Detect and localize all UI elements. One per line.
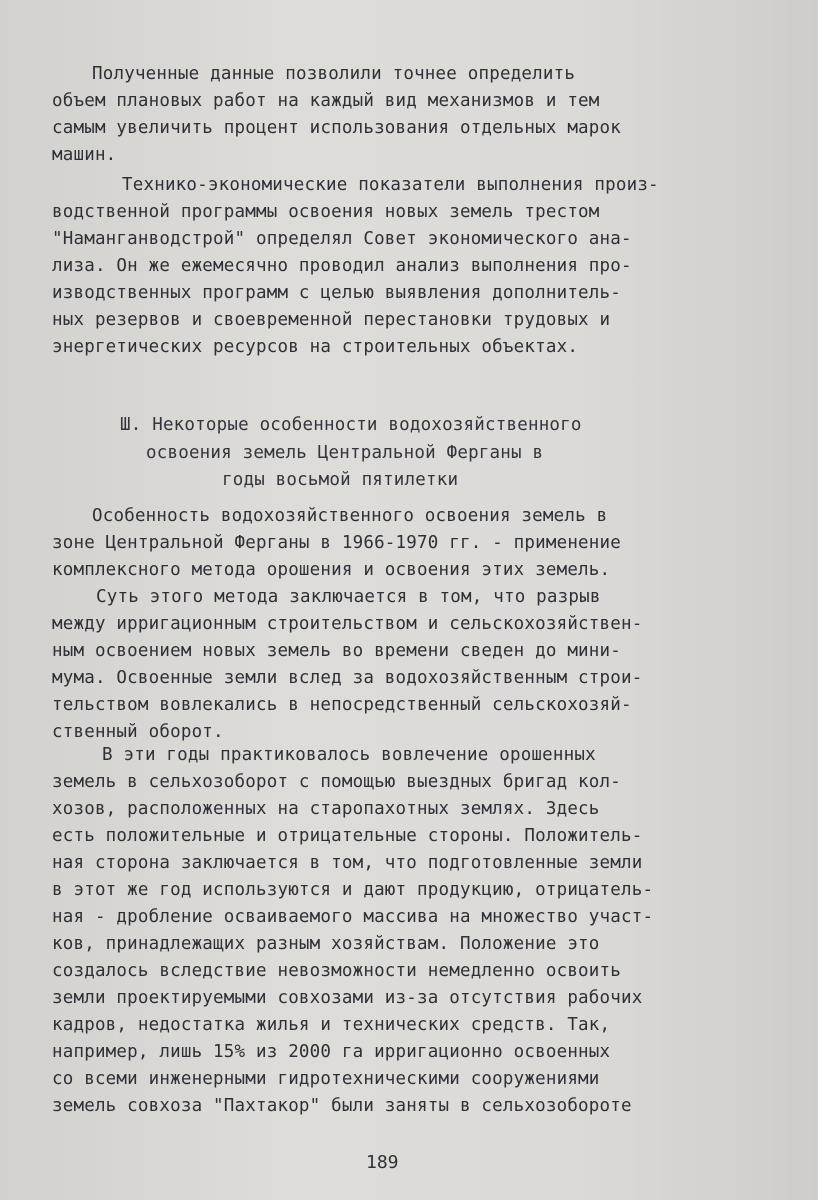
page-number: 189 [366, 1152, 399, 1173]
text-line: машин. [52, 145, 117, 165]
text-line: ков, принадлежащих разным хозяйствам. Положение это [52, 934, 600, 954]
text-line: Особенность водохозяйственного освоения земель в [92, 506, 608, 526]
text-line: ственный оборот. [52, 722, 224, 742]
text-line: хозов, расположенных на старопахотных землях. Здесь [52, 799, 600, 819]
text-line: объем плановых работ на каждый вид механизмов и тем [52, 91, 600, 111]
text-line: между ирригационным строительством и сельскохозяйствен- [52, 614, 643, 634]
section-heading-line: освоения земель Центральной Ферганы в [146, 443, 544, 463]
text-line: тельством вовлекались в непосредственный сельскохозяй- [52, 695, 632, 715]
text-line: создалось вследствие невозможности немедленно освоить [52, 961, 622, 981]
text-line: самым увеличить процент использования отдельных марок [52, 118, 622, 138]
text-line: зоне Центральной Ферганы в 1966-1970 гг. - применение [52, 533, 622, 553]
text-line: есть положительные и отрицательные стороны. Положитель- [52, 826, 643, 846]
text-line: В эти годы практиковалось вовлечение орошенных [102, 745, 596, 765]
text-line: ная сторона заключается в том, что подготовленные земли [52, 853, 643, 873]
section-heading-line: Ш. Некоторые особенности водохозяйственного [120, 415, 582, 435]
text-line: например, лишь 15% из 2000 га ирригационно освоенных [52, 1042, 611, 1062]
text-line: Полученные данные позволили точнее определить [92, 64, 576, 84]
text-line: изводственных программ с целью выявления дополнитель- [52, 283, 622, 303]
text-line: мума. Освоенные земли вслед за водохозяйственным строи- [52, 668, 643, 688]
text-line: земли проектируемыми совхозами из-за отсутствия рабочих [52, 988, 643, 1008]
text-line: со всеми инженерными гидротехническими сооружениями [52, 1069, 600, 1089]
text-line: земель в сельхозоборот с помощью выездных бригад кол- [52, 772, 622, 792]
text-line: Суть этого метода заключается в том, что разрыв [96, 587, 601, 607]
text-line: ная - дробление осваиваемого массива на множество участ- [52, 907, 654, 927]
section-heading-line: годы восьмой пятилетки [222, 470, 459, 490]
text-line: в этот же год используются и дают продукцию, отрицатель- [52, 880, 654, 900]
text-line: кадров, недостатка жилья и технических средств. Так, [52, 1015, 611, 1035]
text-line: водственной программы освоения новых земель трестом [52, 202, 600, 222]
text-line: лиза. Он же ежемесячно проводил анализ выполнения про- [52, 256, 632, 276]
text-line: ных резервов и своевременной перестановки трудовых и [52, 310, 611, 330]
text-line: земель совхоза "Пахтакор" были заняты в сельхозобороте [52, 1096, 632, 1116]
text-line: ным освоением новых земель во времени сведен до мини- [52, 641, 622, 661]
text-line: "Наманганводстрой" определял Совет экономического ана- [52, 229, 632, 249]
text-line: энергетических ресурсов на строительных объектах. [52, 337, 579, 357]
text-line: Технико-экономические показатели выполнения произ- [122, 175, 659, 195]
text-line: комплексного метода орошения и освоения этих земель. [52, 560, 611, 580]
